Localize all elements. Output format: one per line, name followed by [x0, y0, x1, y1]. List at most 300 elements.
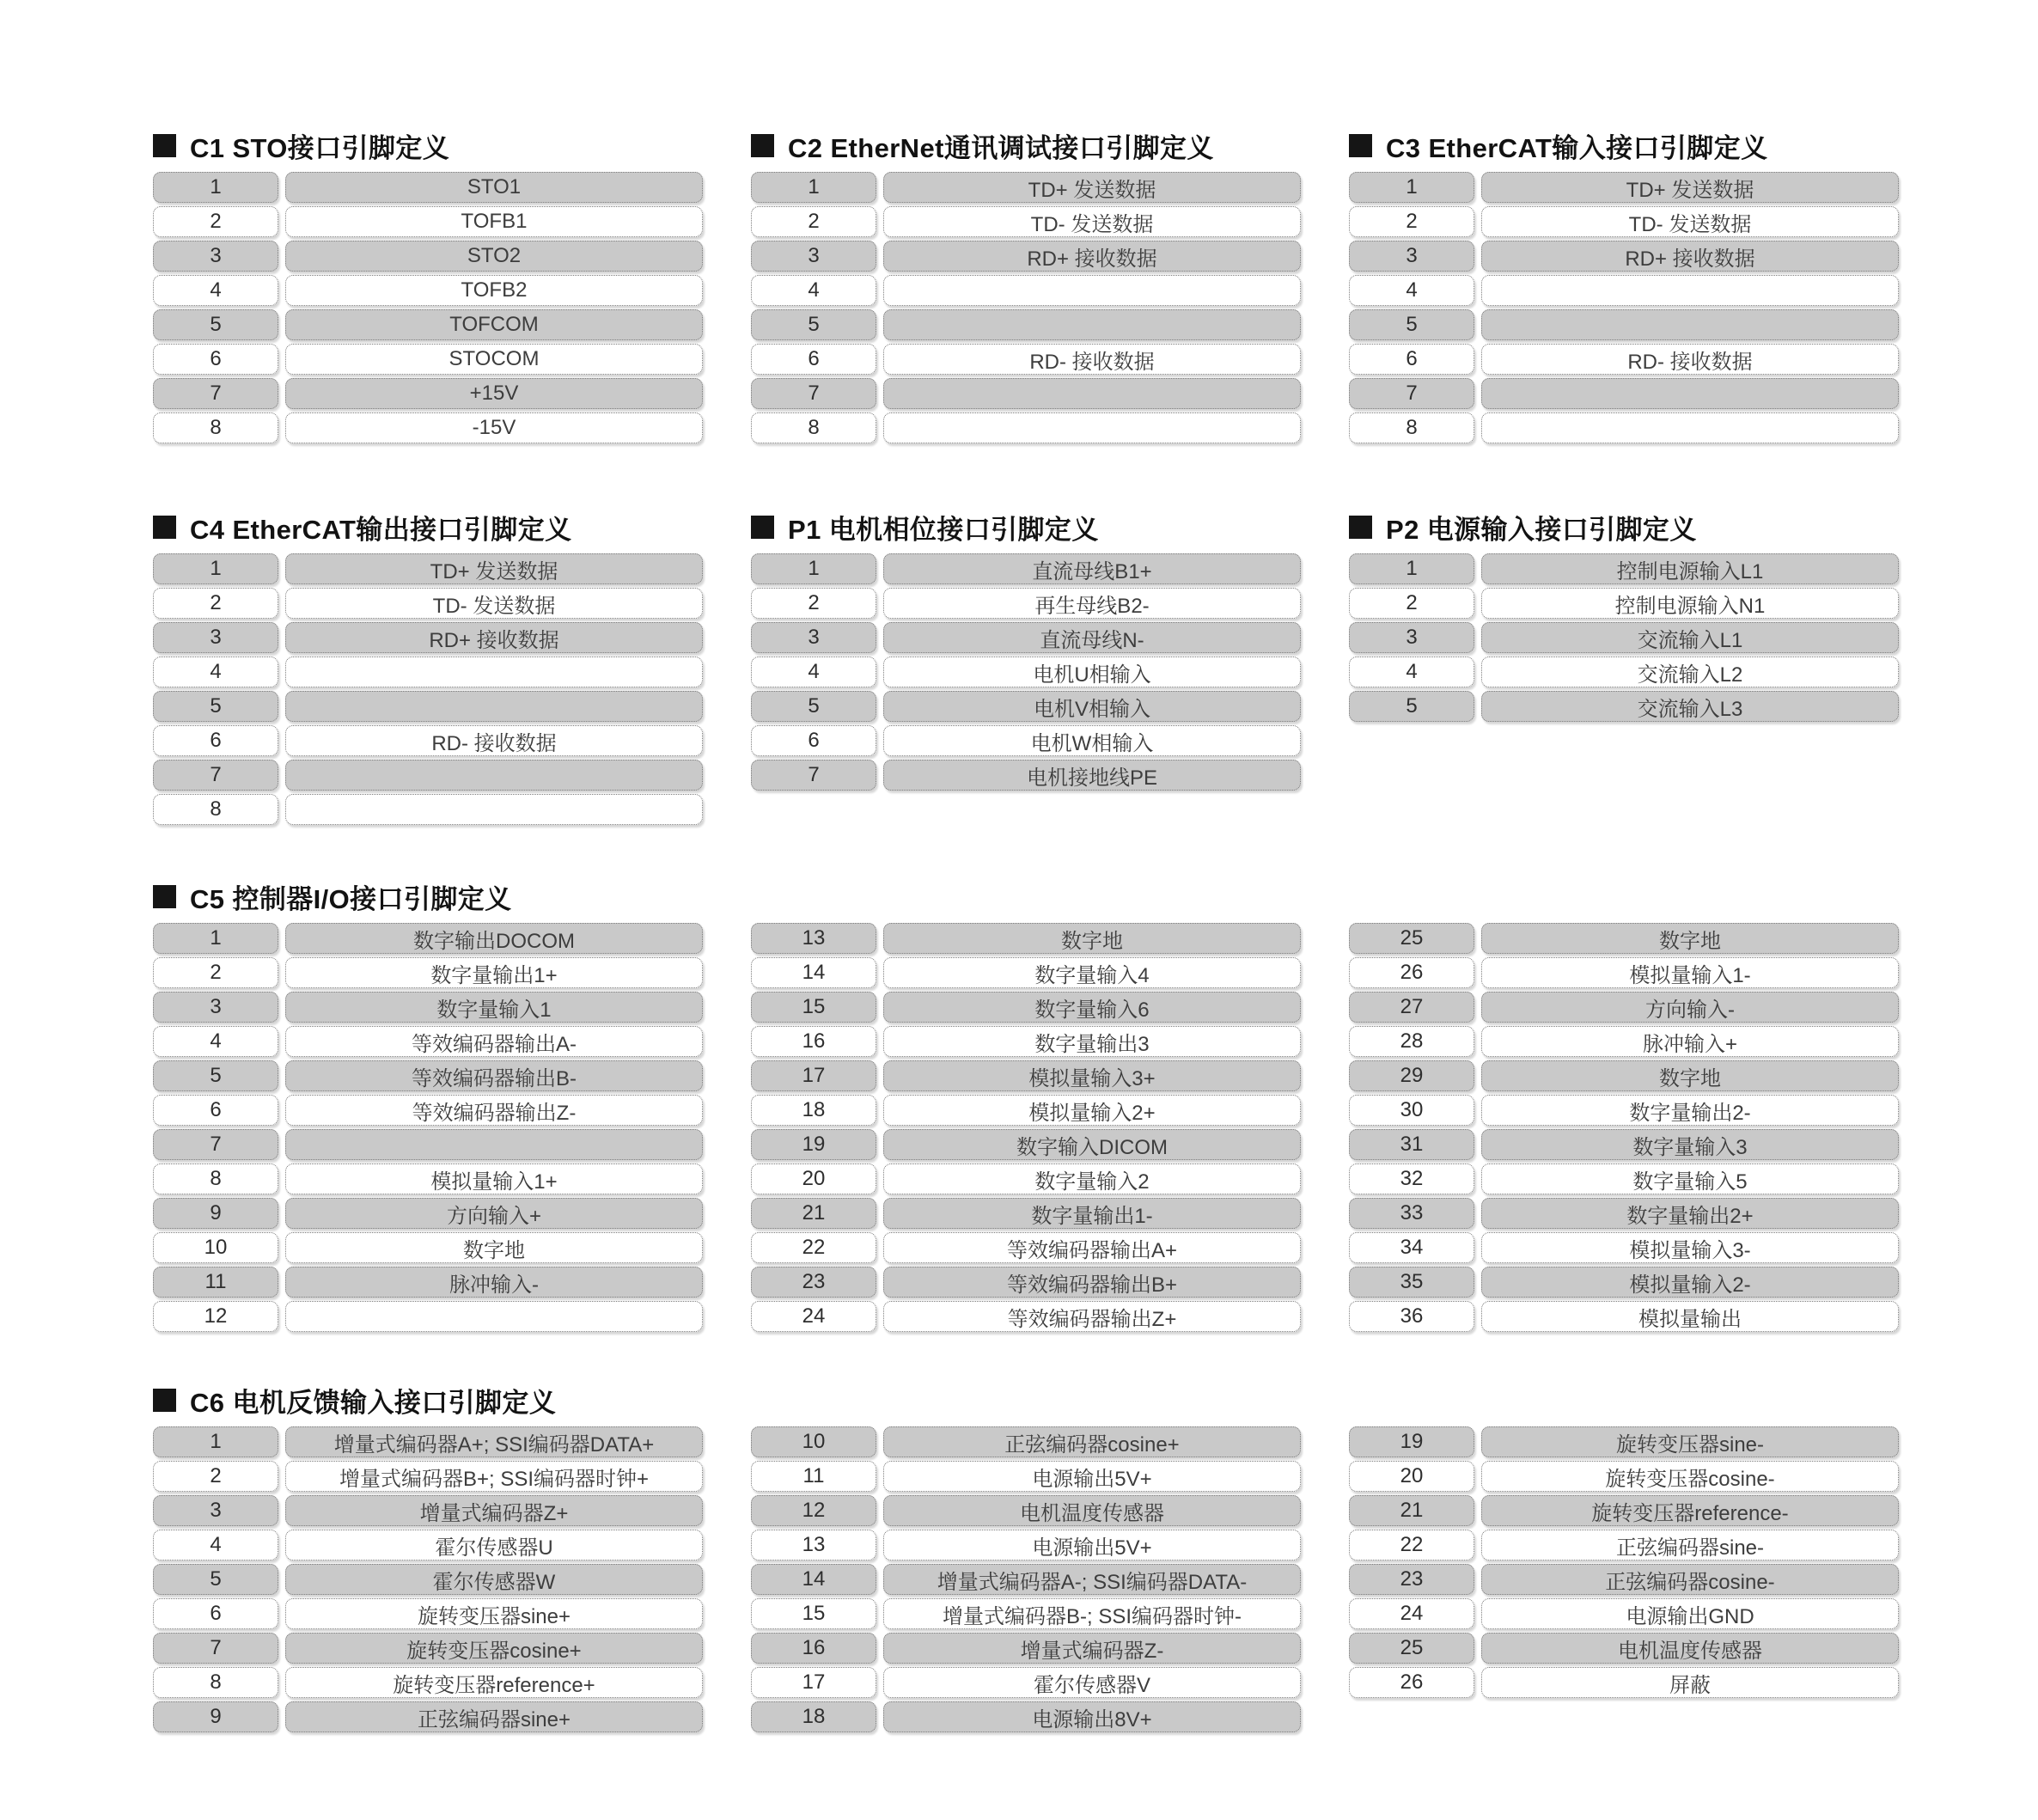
pin-table-p1	[751, 510, 1301, 794]
pin-label-cell: 数字地	[285, 1232, 703, 1263]
pin-label-cell: TOFB2	[285, 275, 703, 306]
pin-label-cell: 等效编码器输出Z+	[883, 1301, 1301, 1332]
pin-number-cell: 4	[153, 1530, 278, 1560]
pin-label-cell	[1481, 412, 1899, 443]
table-row	[1349, 691, 1899, 722]
pin-number-cell: 12	[153, 1301, 278, 1332]
table-row	[1349, 1163, 1899, 1194]
pin-label-cell	[883, 378, 1301, 409]
table-row	[1349, 1633, 1899, 1664]
pin-label-cell: 电机接地线PE	[883, 760, 1301, 791]
pin-table-c5-pins-13-24	[751, 923, 1301, 1335]
table-row	[153, 1163, 703, 1194]
pin-number-cell: 13	[751, 923, 876, 954]
connector-c6-section	[153, 1383, 1899, 1736]
table-row	[751, 1701, 1301, 1732]
pin-number-cell: 21	[751, 1198, 876, 1229]
table-row	[153, 1026, 703, 1057]
table-row	[751, 1461, 1301, 1492]
pin-number-cell: 5	[1349, 309, 1474, 340]
pin-label-cell: 电源输出5V+	[883, 1530, 1301, 1560]
pin-number-cell: 1	[1349, 172, 1474, 203]
table-row	[751, 172, 1301, 203]
table-row	[1349, 1232, 1899, 1263]
pin-label-cell: RD+ 接收数据	[285, 622, 703, 653]
pin-label-cell: 数字输入DICOM	[883, 1129, 1301, 1160]
table-row	[751, 1163, 1301, 1194]
pin-label-cell: 再生母线B2-	[883, 588, 1301, 619]
table-row	[1349, 553, 1899, 584]
pin-number-cell: 4	[1349, 275, 1474, 306]
pin-label-cell: 等效编码器输出A-	[285, 1026, 703, 1057]
table-row	[751, 1667, 1301, 1698]
table-row	[153, 1198, 703, 1229]
pin-label-cell: 屏蔽	[1481, 1667, 1899, 1698]
square-bullet-icon	[153, 134, 176, 157]
pin-number-cell: 7	[1349, 378, 1474, 409]
pin-label-cell: 电机U相输入	[883, 657, 1301, 687]
table-row	[153, 1564, 703, 1595]
pin-number-cell: 8	[751, 412, 876, 443]
table-row	[751, 760, 1301, 791]
pin-table-c2	[751, 129, 1301, 447]
pin-label-cell: 数字量输入6	[883, 992, 1301, 1023]
pin-label-cell: 增量式编码器Z+	[285, 1495, 703, 1526]
pin-number-cell: 7	[153, 1633, 278, 1664]
pin-label-cell: RD- 接收数据	[1481, 344, 1899, 375]
pin-number-cell: 34	[1349, 1232, 1474, 1263]
pin-number-cell: 14	[751, 1564, 876, 1595]
table-row	[1349, 1267, 1899, 1298]
pin-number-cell: 1	[153, 923, 278, 954]
pin-number-cell: 5	[751, 691, 876, 722]
table-row	[1349, 1026, 1899, 1057]
pin-number-cell: 8	[1349, 412, 1474, 443]
pin-label-cell: 数字输出DOCOM	[285, 923, 703, 954]
table-row	[153, 957, 703, 988]
pin-number-cell: 2	[1349, 206, 1474, 237]
pin-label-cell: 数字量输出1+	[285, 957, 703, 988]
table-row	[751, 1129, 1301, 1160]
pin-label-cell: RD- 接收数据	[285, 725, 703, 756]
section-title	[153, 880, 1899, 913]
pin-number-cell: 3	[1349, 241, 1474, 272]
table-row	[153, 992, 703, 1023]
pin-label-cell: 电机温度传感器	[883, 1495, 1301, 1526]
pin-label-cell: TD- 发送数据	[1481, 206, 1899, 237]
table-row	[153, 1095, 703, 1126]
pin-number-cell: 2	[751, 206, 876, 237]
table-row	[153, 691, 703, 722]
table-title	[751, 129, 1301, 162]
pin-label-cell: 直流母线B1+	[883, 553, 1301, 584]
pin-number-cell: 5	[153, 309, 278, 340]
pin-number-cell: 5	[153, 1564, 278, 1595]
pin-number-cell: 11	[153, 1267, 278, 1298]
table-row	[751, 344, 1301, 375]
table-row	[153, 1060, 703, 1091]
table-row	[751, 1060, 1301, 1091]
table-row	[1349, 378, 1899, 409]
pin-label-cell: 等效编码器输出B+	[883, 1267, 1301, 1298]
table-row	[1349, 1060, 1899, 1091]
pin-label-cell: 数字量输出1-	[883, 1198, 1301, 1229]
pin-number-cell: 9	[153, 1701, 278, 1732]
table-row	[153, 725, 703, 756]
pin-number-cell: 1	[153, 553, 278, 584]
connector-band-1	[153, 129, 1899, 447]
pin-label-cell	[285, 1129, 703, 1160]
table-row	[1349, 1667, 1899, 1698]
pin-label-cell: 增量式编码器Z-	[883, 1633, 1301, 1664]
pin-label-cell: TD+ 发送数据	[285, 553, 703, 584]
table-row	[153, 1232, 703, 1263]
table-row	[751, 378, 1301, 409]
table-row	[153, 622, 703, 653]
table-title	[153, 510, 703, 543]
table-row	[1349, 1598, 1899, 1629]
pin-label-cell: 等效编码器输出B-	[285, 1060, 703, 1091]
table-row	[751, 622, 1301, 653]
table-row	[1349, 1095, 1899, 1126]
pin-number-cell: 18	[751, 1095, 876, 1126]
table-row	[751, 1301, 1301, 1332]
pin-label-cell: RD- 接收数据	[883, 344, 1301, 375]
pin-number-cell: 15	[751, 1598, 876, 1629]
pin-label-cell: 旋转变压器cosine+	[285, 1633, 703, 1664]
pin-number-cell: 17	[751, 1667, 876, 1698]
table-title	[1349, 510, 1899, 543]
pin-number-cell: 11	[751, 1461, 876, 1492]
pin-number-cell: 3	[153, 622, 278, 653]
pin-number-cell: 3	[751, 622, 876, 653]
pin-number-cell: 1	[751, 172, 876, 203]
pin-number-cell: 5	[153, 691, 278, 722]
title-text: P1 电机相位接口引脚定义	[788, 514, 1099, 545]
pin-number-cell: 10	[153, 1232, 278, 1263]
pin-number-cell: 32	[1349, 1163, 1474, 1194]
table-row	[1349, 1301, 1899, 1332]
table-row	[751, 691, 1301, 722]
pin-label-cell: 交流输入L3	[1481, 691, 1899, 722]
pin-number-cell: 1	[1349, 553, 1474, 584]
table-row	[751, 1598, 1301, 1629]
table-row	[153, 760, 703, 791]
pin-label-cell: 模拟量输出	[1481, 1301, 1899, 1332]
table-grid	[153, 1426, 1899, 1736]
title-text: C4 EtherCAT输出接口引脚定义	[190, 514, 572, 545]
pin-label-cell: 旋转变压器reference-	[1481, 1495, 1899, 1526]
table-row	[1349, 412, 1899, 443]
table-row	[1349, 1495, 1899, 1526]
pin-label-cell: 旋转变压器sine+	[285, 1598, 703, 1629]
pin-number-cell: 28	[1349, 1026, 1474, 1057]
title-text: C2 EtherNet通讯调试接口引脚定义	[788, 132, 1214, 163]
pin-label-cell: 电机W相输入	[883, 725, 1301, 756]
pin-label-cell: STO1	[285, 172, 703, 203]
table-row	[751, 1530, 1301, 1560]
pin-label-cell: +15V	[285, 378, 703, 409]
pin-label-cell: TOFB1	[285, 206, 703, 237]
title-text: P2 电源输入接口引脚定义	[1386, 514, 1697, 545]
pin-number-cell: 26	[1349, 1667, 1474, 1698]
pin-number-cell: 35	[1349, 1267, 1474, 1298]
pin-label-cell: 电源输出8V+	[883, 1701, 1301, 1732]
table-row	[153, 794, 703, 825]
pin-label-cell	[883, 275, 1301, 306]
pin-label-cell: 模拟量输入1+	[285, 1163, 703, 1194]
pin-label-cell: STO2	[285, 241, 703, 272]
connector-band-2	[153, 510, 1899, 828]
table-row	[153, 657, 703, 687]
pin-label-cell: 数字量输入5	[1481, 1163, 1899, 1194]
section-title	[153, 1383, 1899, 1416]
table-row	[751, 1095, 1301, 1126]
pin-label-cell	[883, 309, 1301, 340]
pin-number-cell: 8	[153, 412, 278, 443]
pin-number-cell: 14	[751, 957, 876, 988]
pin-label-cell: 控制电源输入L1	[1481, 553, 1899, 584]
pin-label-cell: 数字量输入2	[883, 1163, 1301, 1194]
table-row	[751, 1232, 1301, 1263]
pin-number-cell: 4	[1349, 657, 1474, 687]
pin-number-cell: 25	[1349, 923, 1474, 954]
table-row	[153, 275, 703, 306]
pin-number-cell: 8	[153, 794, 278, 825]
pin-number-cell: 24	[1349, 1598, 1474, 1629]
pin-number-cell: 2	[153, 206, 278, 237]
pin-label-cell: TD+ 发送数据	[883, 172, 1301, 203]
pin-table-c6-pins-19-26	[1349, 1426, 1899, 1701]
square-bullet-icon	[153, 516, 176, 539]
pin-label-cell: 直流母线N-	[883, 622, 1301, 653]
table-row	[153, 553, 703, 584]
pin-label-cell: 正弦编码器cosine-	[1481, 1564, 1899, 1595]
pin-label-cell: TOFCOM	[285, 309, 703, 340]
pin-number-cell: 2	[1349, 588, 1474, 619]
table-row	[751, 1267, 1301, 1298]
pin-label-cell: 数字量输出3	[883, 1026, 1301, 1057]
table-row	[153, 588, 703, 619]
pin-label-cell: 正弦编码器sine-	[1481, 1530, 1899, 1560]
table-row	[1349, 275, 1899, 306]
pin-number-cell: 4	[153, 275, 278, 306]
table-row	[153, 206, 703, 237]
table-row	[751, 957, 1301, 988]
title-text: C3 EtherCAT输入接口引脚定义	[1386, 132, 1768, 163]
pin-number-cell: 12	[751, 1495, 876, 1526]
table-row	[153, 1461, 703, 1492]
pin-label-cell: 增量式编码器B-; SSI编码器时钟-	[883, 1598, 1301, 1629]
pin-label-cell: 数字量输入3	[1481, 1129, 1899, 1160]
table-row	[153, 378, 703, 409]
table-row	[751, 241, 1301, 272]
table-row	[153, 1701, 703, 1732]
pin-label-cell: 脉冲输入-	[285, 1267, 703, 1298]
table-row	[751, 588, 1301, 619]
pin-label-cell	[1481, 275, 1899, 306]
table-row	[751, 1026, 1301, 1057]
pin-number-cell: 3	[153, 1495, 278, 1526]
table-row	[153, 923, 703, 954]
connector-c5-section	[153, 880, 1899, 1335]
pin-number-cell: 36	[1349, 1301, 1474, 1332]
pin-table-c5-pins-25-36	[1349, 923, 1899, 1335]
table-row	[153, 241, 703, 272]
table-row	[1349, 206, 1899, 237]
pin-table-c6-pins-10-18	[751, 1426, 1301, 1736]
table-row	[1349, 172, 1899, 203]
pin-label-cell: TD+ 发送数据	[1481, 172, 1899, 203]
pin-table-c1	[153, 129, 703, 447]
pin-label-cell: 数字量输出2+	[1481, 1198, 1899, 1229]
pin-number-cell: 2	[751, 588, 876, 619]
table-row	[1349, 1564, 1899, 1595]
square-bullet-icon	[751, 134, 774, 157]
table-grid	[153, 923, 1899, 1335]
pin-label-cell: 电源输出GND	[1481, 1598, 1899, 1629]
pin-label-cell: 模拟量输入2-	[1481, 1267, 1899, 1298]
table-row	[751, 309, 1301, 340]
pin-label-cell: 电机温度传感器	[1481, 1633, 1899, 1664]
pin-label-cell: 霍尔传感器V	[883, 1667, 1301, 1698]
table-row	[153, 1301, 703, 1332]
pin-number-cell: 29	[1349, 1060, 1474, 1091]
table-row	[153, 1598, 703, 1629]
pin-label-cell: STOCOM	[285, 344, 703, 375]
pin-number-cell: 31	[1349, 1129, 1474, 1160]
table-row	[153, 1633, 703, 1664]
table-row	[751, 1564, 1301, 1595]
pin-number-cell: 19	[1349, 1426, 1474, 1457]
table-row	[1349, 588, 1899, 619]
table-row	[1349, 657, 1899, 687]
pin-number-cell: 3	[153, 992, 278, 1023]
pin-table-c4	[153, 510, 703, 828]
pin-label-cell: 数字量输入1	[285, 992, 703, 1023]
pin-number-cell: 1	[153, 172, 278, 203]
pin-label-cell	[1481, 378, 1899, 409]
pin-number-cell: 17	[751, 1060, 876, 1091]
pin-label-cell: 旋转变压器cosine-	[1481, 1461, 1899, 1492]
table-title	[1349, 129, 1899, 162]
pin-label-cell: -15V	[285, 412, 703, 443]
table-row	[1349, 1461, 1899, 1492]
pin-number-cell: 7	[153, 760, 278, 791]
table-row	[153, 1495, 703, 1526]
pin-number-cell: 6	[153, 344, 278, 375]
pin-label-cell: 正弦编码器cosine+	[883, 1426, 1301, 1457]
table-row	[1349, 344, 1899, 375]
pin-label-cell: TD- 发送数据	[285, 588, 703, 619]
pin-label-cell: 数字地	[1481, 923, 1899, 954]
pin-label-cell	[1481, 309, 1899, 340]
table-title	[751, 510, 1301, 543]
table-row	[751, 923, 1301, 954]
pin-label-cell: 增量式编码器B+; SSI编码器时钟+	[285, 1461, 703, 1492]
table-row	[1349, 1530, 1899, 1560]
table-row	[751, 1198, 1301, 1229]
table-title	[153, 129, 703, 162]
pin-label-cell	[285, 760, 703, 791]
pin-number-cell: 6	[153, 725, 278, 756]
table-row	[1349, 622, 1899, 653]
pin-label-cell: RD+ 接收数据	[1481, 241, 1899, 272]
pin-number-cell: 3	[153, 241, 278, 272]
pin-label-cell: 霍尔传感器W	[285, 1564, 703, 1595]
square-bullet-icon	[153, 1389, 176, 1412]
table-row	[1349, 241, 1899, 272]
pin-number-cell: 6	[153, 1095, 278, 1126]
pin-number-cell: 7	[153, 378, 278, 409]
pin-number-cell: 8	[153, 1667, 278, 1698]
table-row	[153, 1530, 703, 1560]
pin-label-cell: 等效编码器输出Z-	[285, 1095, 703, 1126]
title-text: C1 STO接口引脚定义	[190, 132, 450, 163]
table-row	[1349, 957, 1899, 988]
pin-number-cell: 5	[751, 309, 876, 340]
pin-number-cell: 6	[751, 725, 876, 756]
pin-label-cell: 数字量输入4	[883, 957, 1301, 988]
pin-table-p2	[1349, 510, 1899, 725]
pin-number-cell: 4	[153, 657, 278, 687]
pin-number-cell: 7	[153, 1129, 278, 1160]
pin-label-cell: 数字量输出2-	[1481, 1095, 1899, 1126]
table-row	[751, 1495, 1301, 1526]
pin-number-cell: 21	[1349, 1495, 1474, 1526]
pin-number-cell: 24	[751, 1301, 876, 1332]
pin-label-cell: 增量式编码器A+; SSI编码器DATA+	[285, 1426, 703, 1457]
pin-label-cell	[285, 657, 703, 687]
pin-number-cell: 33	[1349, 1198, 1474, 1229]
table-row	[751, 1426, 1301, 1457]
table-row	[153, 1129, 703, 1160]
pin-label-cell: 增量式编码器A-; SSI编码器DATA-	[883, 1564, 1301, 1595]
pin-number-cell: 26	[1349, 957, 1474, 988]
table-grid	[153, 510, 1899, 828]
table-row	[751, 1633, 1301, 1664]
pin-number-cell: 19	[751, 1129, 876, 1160]
pin-number-cell: 2	[153, 588, 278, 619]
pin-number-cell: 6	[153, 1598, 278, 1629]
pin-label-cell: 控制电源输入N1	[1481, 588, 1899, 619]
pin-label-cell: 电源输出5V+	[883, 1461, 1301, 1492]
table-row	[1349, 1129, 1899, 1160]
pin-label-cell: 数字地	[883, 923, 1301, 954]
pin-number-cell: 30	[1349, 1095, 1474, 1126]
pin-label-cell: 方向输入+	[285, 1198, 703, 1229]
table-row	[1349, 1198, 1899, 1229]
square-bullet-icon	[1349, 516, 1372, 539]
pin-label-cell: 交流输入L1	[1481, 622, 1899, 653]
table-row	[153, 309, 703, 340]
pin-table-c3	[1349, 129, 1899, 447]
pin-label-cell: RD+ 接收数据	[883, 241, 1301, 272]
table-row	[153, 172, 703, 203]
pin-label-cell	[285, 1301, 703, 1332]
pin-number-cell: 6	[1349, 344, 1474, 375]
pin-label-cell	[285, 794, 703, 825]
table-row	[751, 553, 1301, 584]
table-row	[1349, 992, 1899, 1023]
pin-number-cell: 8	[153, 1163, 278, 1194]
pin-number-cell: 9	[153, 1198, 278, 1229]
pin-table-c5-pins-1-12	[153, 923, 703, 1335]
pin-number-cell: 20	[751, 1163, 876, 1194]
pin-number-cell: 2	[153, 1461, 278, 1492]
pin-number-cell: 23	[1349, 1564, 1474, 1595]
square-bullet-icon	[1349, 134, 1372, 157]
